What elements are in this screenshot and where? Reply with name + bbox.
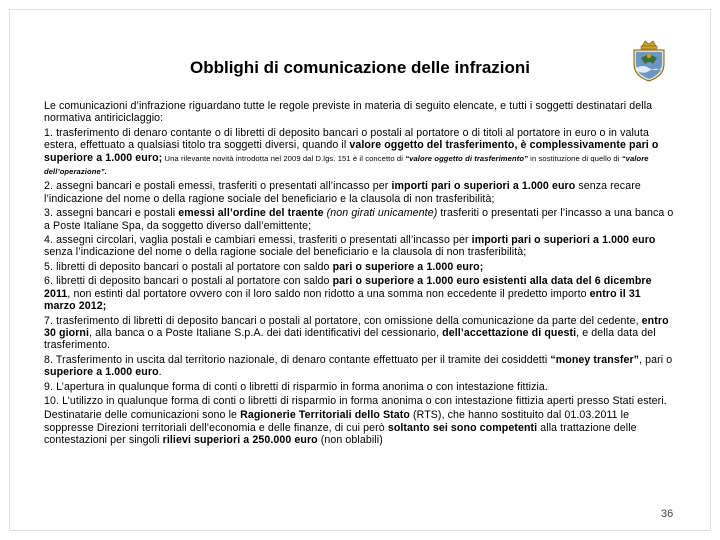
item-3-cont: trasferiti o presentati per l’incasso a una banca o a Poste Italiane Spa, da soggetto diverso dall’emittente; <box>44 207 674 232</box>
item-8-bold-2: superiore a 1.000 euro <box>44 366 159 379</box>
item-6-text: 6. libretti di deposito bancari o postali al portatore con saldo <box>44 275 333 288</box>
item-2-text: 2. assegni bancari e postali emessi, trasferiti o presentati all’incasso per <box>44 180 392 193</box>
item-4-text: 4. assegni circolari, vaglia postali e cambiari emessi, trasferiti o presentati all’incasso per <box>44 234 472 247</box>
recipients-bold-2: soltanto sei sono competenti <box>387 421 538 434</box>
item-4-bold: importi pari o superiori a 1.000 euro <box>471 234 656 247</box>
item-1-text: 1. trasferimento di denaro contante o di libretti di deposito bancari o postali al portatore o di titoli al portatore in euro o in valuta estera, effettuato a qualsiasi titolo tra soggetti diversi, quando il <box>44 126 649 152</box>
item-8-bold: “money transfer” <box>550 353 640 366</box>
recipients-bold-3: rilievi superiori a 250.000 euro <box>162 434 318 447</box>
recipients-text: Destinatarie delle comunicazioni sono le <box>44 409 241 422</box>
item-8 <box>44 354 674 379</box>
item-3-italic: (non girati unicamente) <box>323 207 438 220</box>
item-5 <box>44 261 674 273</box>
item-7-text: 7. trasferimento di libretti di deposito bancari o postali al portatore, con omissione della comunicazione da parte del cedente, <box>44 314 642 327</box>
item-1-note-bold: “valore oggetto di trasferimento” <box>405 153 528 163</box>
item-2 <box>44 180 674 205</box>
slide-body <box>44 100 674 449</box>
item-9 <box>44 381 674 393</box>
item-1-note-cont: in sostituzione di quello di <box>527 153 622 163</box>
item-1-note-end: “valore dell’operazione”. <box>44 153 649 177</box>
item-7-bold-2: dell’accettazione di questi <box>442 326 577 339</box>
intro-text: Le comunicazioni d’infrazione riguardano tutte le regole previste in materia di seguito elencate, e tutti i soggetti destinatari della normativa antiriciclaggio: <box>44 100 653 125</box>
item-6-bold-end: entro il 31 marzo 2012; <box>44 287 641 313</box>
item-6-bold: pari o superiore a 1.000 euro esistenti alla data del 6 dicembre 2011 <box>44 275 652 300</box>
item-8-cont: , pari o <box>639 353 673 366</box>
item-4 <box>44 234 674 259</box>
item-10 <box>44 395 674 407</box>
item-5-text: 5. libretti di deposito bancari o postali al portatore con saldo <box>44 260 333 273</box>
item-6-cont: , non estinti dal portatore ovvero con il loro saldo non ridotto a una somma non eccedente il predetto importo <box>67 287 590 300</box>
item-7 <box>44 315 674 352</box>
item-8-end: . <box>158 366 162 379</box>
item-5-bold: pari o superiore a 1.000 euro; <box>332 260 484 273</box>
page-number: 36 <box>661 508 674 520</box>
item-4-cont: senza l’indicazione del nome o della ragione sociale del beneficiario e la clausola di non trasferibilità; <box>44 246 527 259</box>
item-2-cont: senza recare l’indicazione del nome o della ragione sociale del beneficiario e la clausola di non trasferibilità; <box>44 180 641 205</box>
recipients-cont: (RTS), che hanno sostituito dal 01.03.2011 le soppresse Direzioni territoriali dell’economia e delle finanze, di cui però <box>44 409 630 434</box>
item-6 <box>44 275 674 312</box>
item-7-bold: entro 30 giorni <box>44 314 669 339</box>
item-1-note: Una rilevante novità introdotta nel 2009 dal D.lgs. 151 è il concetto di <box>162 153 406 163</box>
item-7-cont: , alla banca o a Poste Italiane S.p.A. dei dati identificativi del cessionario, <box>89 326 443 339</box>
recipients-bold: Ragionerie Territoriali dello Stato <box>240 409 410 422</box>
item-3-text: 3. assegni bancari e postali <box>44 207 179 220</box>
recipients-end: (non oblabili) <box>317 434 383 447</box>
item-7-end: , e della data del trasferimento. <box>44 326 656 352</box>
item-10-text: 10. L’utilizzo in qualunque forma di conti o libretti di risparmio in forma anonima o con intestazione fittizia aperti presso Stati esteri. <box>44 394 667 407</box>
slide-title: Obblighi di comunicazione delle infrazioni <box>189 58 531 77</box>
guardia-di-finanza-crest-icon <box>631 40 667 82</box>
item-3-bold: emessi all’ordine del traente <box>178 207 324 220</box>
item-1 <box>44 127 674 179</box>
item-2-bold: importi pari o superiori a 1.000 euro <box>391 180 576 193</box>
item-8-text: 8. Trasferimento in uscita dal territorio nazionale, di denaro contante effettuato per il tramite dei cosiddetti <box>44 353 551 366</box>
item-1-bold: valore oggetto del trasferimento, è complessivamente pari o superiore a 1.000 euro; <box>44 139 659 164</box>
recipients-cont-2: alla trattazione delle contestazioni per singoli <box>44 421 637 447</box>
intro-paragraph <box>44 100 674 125</box>
item-9-text: 9. L’apertura in qualunque forma di conti o libretti di risparmio in forma anonima o con intestazione fittizia. <box>44 380 548 393</box>
item-3 <box>44 207 674 232</box>
recipients-paragraph <box>44 409 674 446</box>
